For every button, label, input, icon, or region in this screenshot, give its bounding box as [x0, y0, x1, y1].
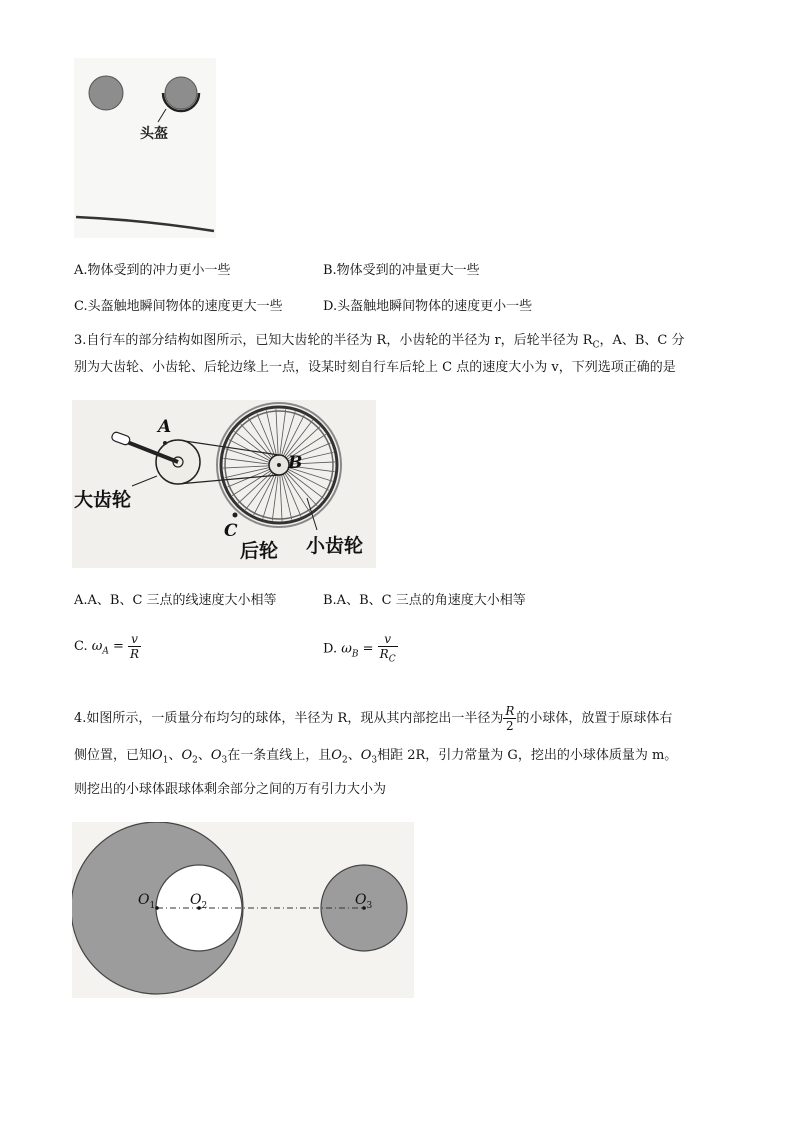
wheel-spoke	[234, 431, 276, 463]
q3-option-b: B.A、B、C 三点的角速度大小相等	[323, 593, 526, 608]
bicycle-figure-svg	[72, 400, 376, 568]
label-o1-letter: O	[138, 892, 150, 908]
q3-stem-line1	[74, 331, 685, 356]
q3-stem-line1-text: 3.自行车的部分结构如图所示，已知大齿轮的半径为 R，小齿轮的半径为 r，后轮半径为 R	[74, 333, 593, 348]
label-o3-sub: 3	[366, 901, 373, 911]
label-c: C	[224, 521, 238, 541]
q2-option-d: D.头盔触地瞬间物体的速度更小一些	[323, 299, 533, 314]
q4-stem-fraction-den: 2	[503, 718, 516, 733]
label-b: B	[288, 453, 303, 473]
q3-option-c-fraction	[128, 632, 141, 661]
q3-stem-line2: 别为大齿轮、小齿轮、后轮边缘上一点，设某时刻自行车后轮上 C 点的速度大小为 v，下列选项正确的是	[74, 360, 676, 375]
label-o1-sub: 1	[149, 901, 156, 911]
label-o3-letter: O	[355, 892, 367, 908]
label-big-gear: 大齿轮	[74, 489, 132, 511]
spheres-figure-svg	[72, 822, 414, 998]
small-gear-hub	[277, 463, 281, 467]
wheel-spoke	[241, 424, 277, 463]
q4-o2b: O	[331, 748, 342, 763]
q3-option-d-omega-sub: B	[351, 649, 359, 660]
q4-o3b: O	[360, 748, 372, 763]
q3-stem-line1-tail: ，A、B、C 分	[599, 333, 685, 348]
q3-option-d-fraction	[378, 632, 398, 666]
point-a-dot	[163, 441, 167, 445]
q2-option-a: A.物体受到的冲力更小一些	[74, 263, 231, 278]
q4-o1: O	[152, 748, 163, 763]
q4-line2-c: 相距 2R，引力常量为 G，挖出的小球体质量为 m。	[377, 748, 678, 763]
ground-line	[76, 217, 214, 231]
wheel-spoke	[257, 413, 277, 462]
q3-option-d-omega: ω	[341, 641, 352, 657]
q3-option-d-denominator-r: R	[379, 647, 389, 661]
wheel-spoke	[227, 467, 276, 487]
q3-option-d-prefix: D.	[323, 641, 342, 657]
q4-stem-line2	[74, 746, 677, 771]
helmet-label: 头盔	[140, 126, 168, 142]
q3-option-d-denominator	[378, 646, 398, 666]
q4-stem-a: 4.如图所示，一质量分布均匀的球体，半径为 R，现从其内部挖出一半径为	[74, 711, 504, 726]
q4-line2-a: 侧位置，已知	[74, 748, 153, 763]
q4-o3: O	[210, 748, 222, 763]
helmet-pointer-line	[158, 109, 166, 122]
o1-dot	[155, 906, 159, 910]
spheres-figure	[72, 822, 414, 998]
q3-option-c	[74, 632, 141, 666]
q4-stem-fraction	[503, 704, 516, 733]
wheel-spoke	[245, 468, 277, 510]
q3-option-d	[323, 632, 398, 668]
q4-o2-sub: 2	[192, 755, 198, 766]
q3-option-c-eq: =	[108, 639, 129, 654]
point-c-dot	[233, 513, 238, 518]
q4-o3b-sub: 3	[371, 755, 378, 766]
q4-stem-line3: 则挖出的小球体跟球体剩余部分之间的万有引力大小为	[74, 782, 387, 797]
ball-without-helmet	[89, 76, 123, 110]
q4-sep2: 、	[197, 748, 211, 763]
q4-sep1: 、	[168, 748, 182, 763]
label-o2-letter: O	[190, 892, 202, 908]
q4-o2b-sub: 2	[341, 755, 348, 766]
wheel-spoke	[238, 467, 277, 503]
q3-option-c-omega-sub: A	[102, 646, 109, 657]
q4-sep3: 、	[347, 748, 361, 763]
helmet-figure	[74, 58, 216, 238]
q2-option-b: B.物体受到的冲量更大一些	[323, 263, 480, 278]
q4-o3-sub: 3	[221, 755, 228, 766]
q3-option-c-omega: ω	[91, 639, 103, 654]
helmet-figure-svg	[74, 58, 216, 238]
big-gear-pointer	[132, 476, 157, 486]
label-rear-wheel: 后轮	[240, 540, 279, 562]
bicycle-figure	[72, 400, 376, 568]
q4-o1-sub: 1	[162, 755, 169, 766]
q3-option-a: A.A、B、C 三点的线速度大小相等	[74, 593, 277, 608]
q4-stem-line1	[74, 704, 672, 734]
q3-option-d-eq: =	[358, 641, 378, 657]
q4-line2-b: 在一条直线上，且	[227, 748, 332, 763]
label-o2-sub: 2	[201, 901, 208, 911]
label-a: A	[158, 417, 172, 437]
q3-option-d-numerator: v	[384, 632, 391, 646]
q4-stem-fraction-num: R	[505, 704, 515, 718]
q3-option-c-numerator: v	[131, 632, 138, 646]
wheel-spoke	[281, 468, 301, 517]
ball-with-helmet	[165, 77, 197, 109]
label-small-gear: 小齿轮	[306, 535, 364, 557]
q3-option-d-denominator-sub: C	[388, 654, 396, 665]
q4-stem-b: 的小球体，放置于原球体右	[516, 711, 673, 726]
q4-o2: O	[181, 748, 193, 763]
q3-stem-line1-sub: C	[592, 340, 600, 351]
q2-option-c: C.头盔触地瞬间物体的速度更大一些	[74, 299, 283, 314]
pedal	[111, 431, 131, 446]
q3-option-c-prefix: C.	[74, 639, 92, 654]
q3-option-c-denominator: R	[130, 647, 140, 661]
